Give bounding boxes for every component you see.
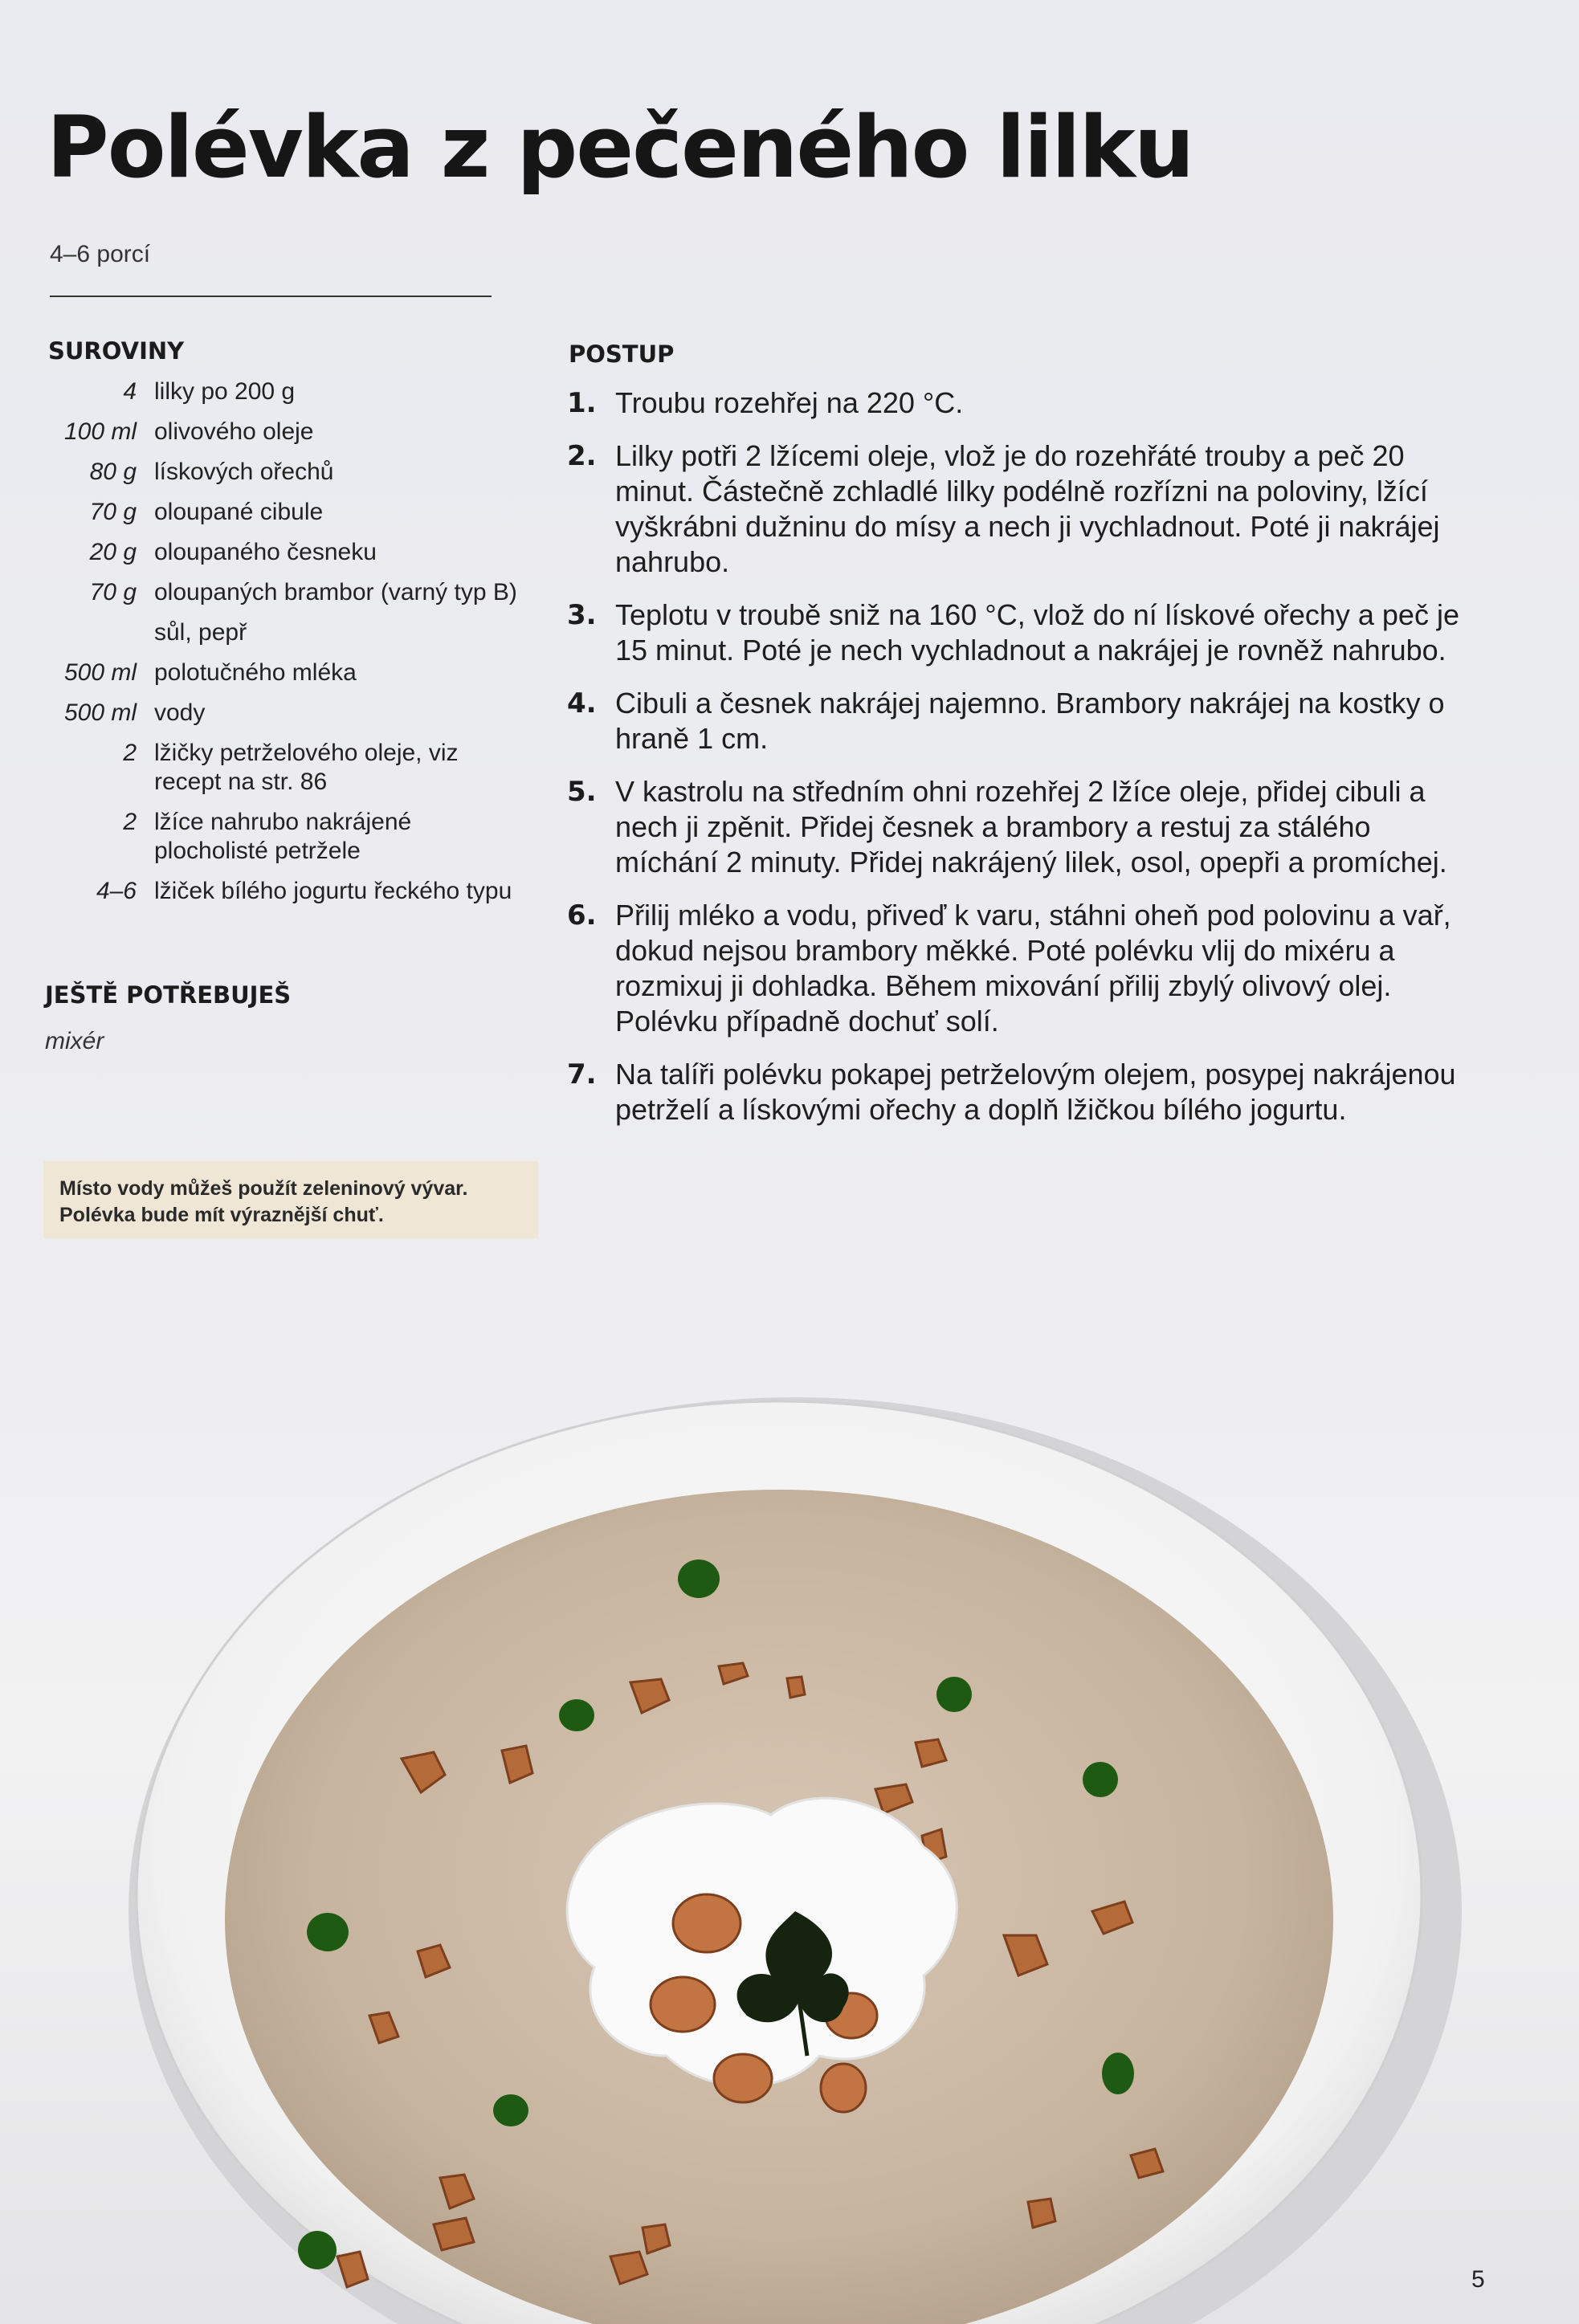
method-steps — [567, 385, 1467, 1145]
step-text: Teplotu v troubě sniž na 160 °C, vlož do ní lískové ořechy a peč je 15 minut. Poté je nech vychladnout a nakrájej je rovněž nahrubo. — [615, 598, 1459, 667]
ingredient-qty: 2 — [123, 809, 137, 835]
ingredient-row — [48, 739, 530, 797]
recipe-title: Polévka z pečeného lilku — [47, 98, 1193, 197]
ingredient-qty — [48, 618, 154, 647]
soup-photo — [0, 1333, 1579, 2324]
equipment-heading: JEŠTĚ POTŘEBUJEŠ — [45, 981, 292, 1009]
ingredient-qty: 2 — [123, 740, 137, 766]
ingredient-row — [48, 498, 530, 527]
step — [567, 1057, 1467, 1127]
ingredient-row — [48, 618, 530, 647]
ingredient-list — [48, 377, 530, 917]
ingredient-qty: 70 g — [89, 579, 137, 605]
ingredient-name: oloupané cibule — [154, 499, 324, 525]
ingredient-name: lžiček bílého jogurtu řeckého typu — [154, 878, 512, 904]
step-number: 3. — [567, 599, 597, 631]
ingredient-name: lžičky petrželového oleje, viz recept na str. 86 — [154, 740, 459, 795]
step-number: 4. — [567, 687, 597, 720]
ingredient-qty: 70 g — [89, 499, 137, 525]
step-number: 6. — [567, 899, 597, 932]
ingredient-row — [48, 877, 530, 906]
ingredient-name: vody — [154, 699, 206, 726]
ingredient-row — [48, 658, 530, 687]
ingredient-qty: 100 ml — [63, 418, 137, 445]
step-text: Troubu rozehřej na 220 °C. — [615, 386, 964, 419]
step — [567, 774, 1467, 880]
ingredient-name: oloupaných brambor (varný typ B) — [154, 579, 517, 605]
ingredient-row — [48, 578, 530, 607]
ingredient-qty: 500 ml — [63, 659, 137, 686]
tip-text: Místo vody můžeš použít zeleninový vývar. Polévka bude mít výraznější chuť. — [59, 1177, 468, 1226]
step-text: Na talíři polévku pokapej petrželovým olejem, posypej nakrájenou petrželí a lískovými ořechy a doplň lžičkou bílého jogurtu. — [615, 1058, 1456, 1126]
servings: 4–6 porcí — [50, 241, 151, 267]
step — [567, 686, 1467, 756]
ingredient-name: olivového oleje — [154, 418, 314, 445]
step-text: Cibuli a česnek nakrájej najemno. Brambory nakrájej na kostky o hraně 1 cm. — [615, 687, 1445, 755]
ingredient-qty: 80 g — [89, 459, 137, 485]
ingredient-qty: 500 ml — [63, 699, 137, 726]
page-number: 5 — [1471, 2266, 1485, 2293]
equipment-item: mixér — [45, 1028, 104, 1054]
step-number: 1. — [567, 387, 597, 419]
method-heading: POSTUP — [569, 340, 675, 368]
ingredient-name: oloupaného česneku — [154, 539, 377, 565]
ingredient-name: lilky po 200 g — [154, 378, 296, 405]
step — [567, 597, 1467, 668]
ingredient-row — [48, 808, 530, 866]
ingredient-qty: 4 — [123, 378, 137, 405]
ingredient-qty: 20 g — [89, 539, 137, 565]
ingredients-heading: SUROVINY — [48, 337, 185, 365]
step-text: Přilij mléko a vodu, přiveď k varu, stáhni oheň pod polovinu a vař, dokud nejsou brambory měkké. Poté polévku vlij do mixéru a rozmixuj ji dohladka. Během mixování přilij zbylý olivový olej. Polévku případně dochuť solí. — [615, 899, 1451, 1038]
title-divider — [50, 296, 492, 297]
ingredient-row — [48, 377, 530, 406]
step-number: 7. — [567, 1058, 597, 1091]
step-text: V kastrolu na středním ohni rozehřej 2 lžíce oleje, přidej cibuli a nech ji zpěnit. Přidej česnek a brambory a restuj za stálého míchání 2 minuty. Přidej nakrájený lilek, osol, opepři a promíchej. — [615, 775, 1447, 879]
ingredient-qty: 4–6 — [96, 878, 137, 904]
step — [567, 898, 1467, 1039]
step — [567, 385, 1467, 421]
ingredient-name: sůl, pepř — [154, 619, 247, 646]
ingredient-row — [48, 418, 530, 446]
ingredient-row — [48, 538, 530, 567]
step-text: Lilky potři 2 lžícemi oleje, vlož je do rozehřáté trouby a peč 20 minut. Částečně zchladlé lilky podélně rozřízni na poloviny, lžící vyškrábni dužninu do mísy a nech ji vychladnout. Poté ji nakrájej nahrubo. — [615, 439, 1440, 578]
ingredient-name: polotučného mléka — [154, 659, 357, 686]
step — [567, 438, 1467, 580]
ingredient-name: lískových ořechů — [154, 459, 334, 485]
tip-box — [43, 1161, 538, 1238]
ingredient-row — [48, 699, 530, 728]
step-number: 2. — [567, 440, 597, 472]
ingredient-row — [48, 458, 530, 487]
step-number: 5. — [567, 776, 597, 808]
ingredient-name: lžíce nahrubo nakrájené plocholisté petržele — [154, 809, 412, 864]
